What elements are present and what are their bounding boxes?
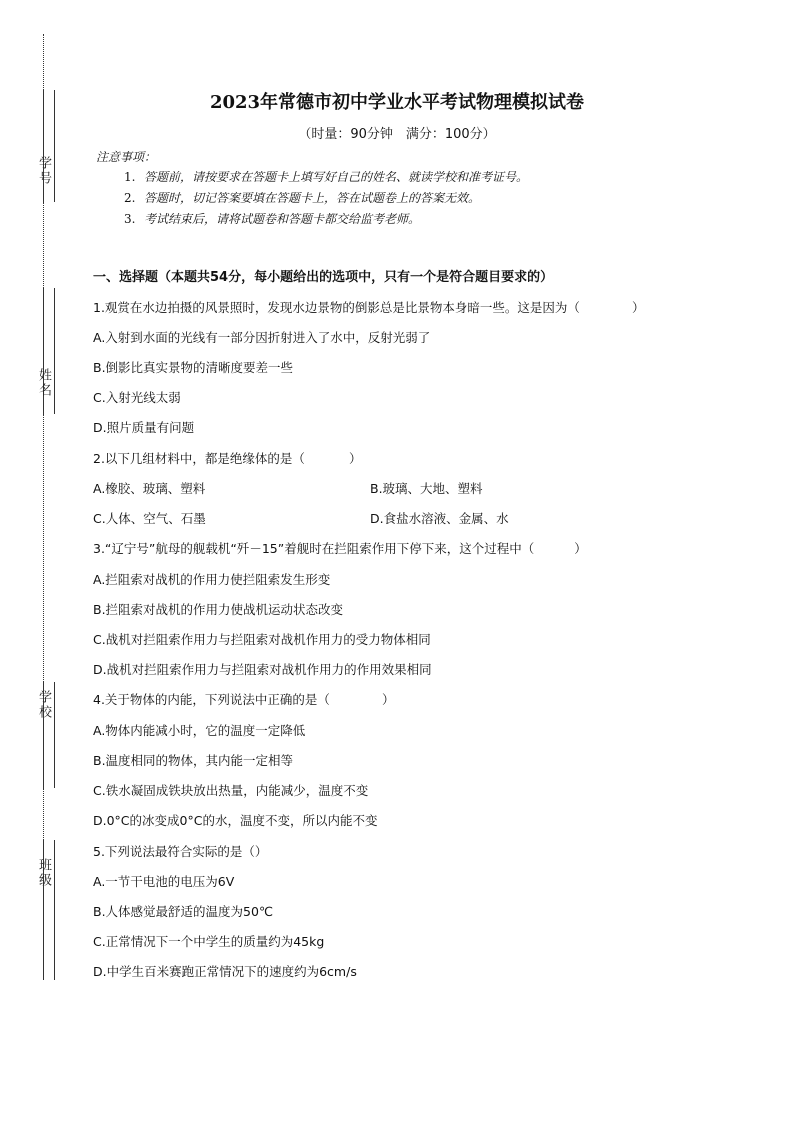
question-3-option-d: D.战机对拦阻索作用力与拦阻索对战机作用力的作用效果相同 xyxy=(93,662,432,677)
question-2-stem xyxy=(93,449,361,467)
notes-heading: 注意事项： xyxy=(96,150,157,164)
question-1-stem xyxy=(93,298,644,316)
question-5-option-c: C.正常情况下一个中学生的质量约为45kg xyxy=(93,934,325,949)
question-text: 1.观赏在水边拍摄的风景照时，发现水边景物的倒影总是比景物本身暗一些。这是因为（ xyxy=(93,300,580,315)
school-label: 学校 xyxy=(36,690,51,720)
exam-title: 2023年常德市初中学业水平考试物理模拟试卷 xyxy=(209,92,585,113)
question-3-option-c: C.战机对拦阻索作用力与拦阻索对战机作用力的受力物体相同 xyxy=(93,632,431,647)
question-text: 5.下列说法最符合实际的是（） xyxy=(93,844,268,859)
question-1-option-d: D.照片质量有问题 xyxy=(93,420,195,435)
note-item xyxy=(124,210,420,227)
question-4-option-c: C.铁水凝固成铁块放出热量，内能减少，温度不变 xyxy=(93,783,369,798)
note-number: 2. xyxy=(124,191,136,205)
question-paren: ） xyxy=(574,541,587,556)
question-4-option-a: A.物体内能减小时，它的温度一定降低 xyxy=(93,723,306,738)
question-text: 2.以下几组材料中，都是绝缘体的是（ xyxy=(93,451,305,466)
student-id-label: 学号 xyxy=(36,156,51,186)
question-2-option-c: C.人体、空气、石墨 xyxy=(93,511,206,526)
question-5-option-d: D.中学生百米赛跑正常情况下的速度约为6cm/s xyxy=(93,964,357,979)
question-3-stem xyxy=(93,539,587,557)
question-3-option-b: B.拦阻索对战机的作用力使战机运动状态改变 xyxy=(93,602,344,617)
question-paren: ） xyxy=(631,300,645,315)
question-2-option-a: A.橡胶、玻璃、塑料 xyxy=(93,481,206,496)
question-text: 3.“辽宁号”航母的舰载机“歼－15”着舰时在拦阻索作用下停下来，这个过程中（ xyxy=(93,541,535,556)
question-4-option-b: B.温度相同的物体，其内能一定相等 xyxy=(93,753,294,768)
note-number: 1. xyxy=(124,170,136,184)
note-text: 答题时，切记答案要填在答题卡上，答在试题卷上的答案无效。 xyxy=(144,191,481,205)
class-label: 班级 xyxy=(36,858,51,888)
question-4-stem xyxy=(93,690,394,708)
question-2-option-b: B.玻璃、大地、塑料 xyxy=(370,481,483,496)
question-text: 4.关于物体的内能，下列说法中正确的是（ xyxy=(93,692,330,707)
note-text: 考试结束后，请将试题卷和答题卡都交给监考老师。 xyxy=(144,212,421,226)
question-1-option-a: A.入射到水面的光线有一部分因折射进入了水中，反射光弱了 xyxy=(93,330,431,345)
exam-meta: （时量：90分钟 满分：100分） xyxy=(298,127,496,142)
question-1-option-c: C.入射光线太弱 xyxy=(93,390,181,405)
question-5-stem xyxy=(93,842,267,860)
question-5-option-a: A.一节干电池的电压为6V xyxy=(93,874,235,889)
question-4-option-d: D.0°C的冰变成0°C的水，温度不变，所以内能不变 xyxy=(93,813,378,828)
name-label: 姓名 xyxy=(36,368,51,398)
note-item xyxy=(124,168,528,185)
question-1-option-b: B.倒影比真实景物的清晰度要差一些 xyxy=(93,360,294,375)
question-paren: ） xyxy=(348,451,362,466)
question-5-option-b: B.人体感觉最舒适的温度为50℃ xyxy=(93,904,273,919)
section-title: 一、选择题（本题共54分，每小题给出的选项中，只有一个是符合题目要求的） xyxy=(93,270,554,285)
note-item xyxy=(124,189,480,206)
question-3-option-a: A.拦阻索对战机的作用力使拦阻索发生形变 xyxy=(93,572,331,587)
note-number: 3. xyxy=(124,212,136,226)
question-2-option-d: D.食盐水溶液、金属、水 xyxy=(370,511,509,526)
question-paren: ） xyxy=(381,692,395,707)
note-text: 答题前，请按要求在答题卡上填写好自己的姓名、就读学校和准考证号。 xyxy=(144,170,529,184)
